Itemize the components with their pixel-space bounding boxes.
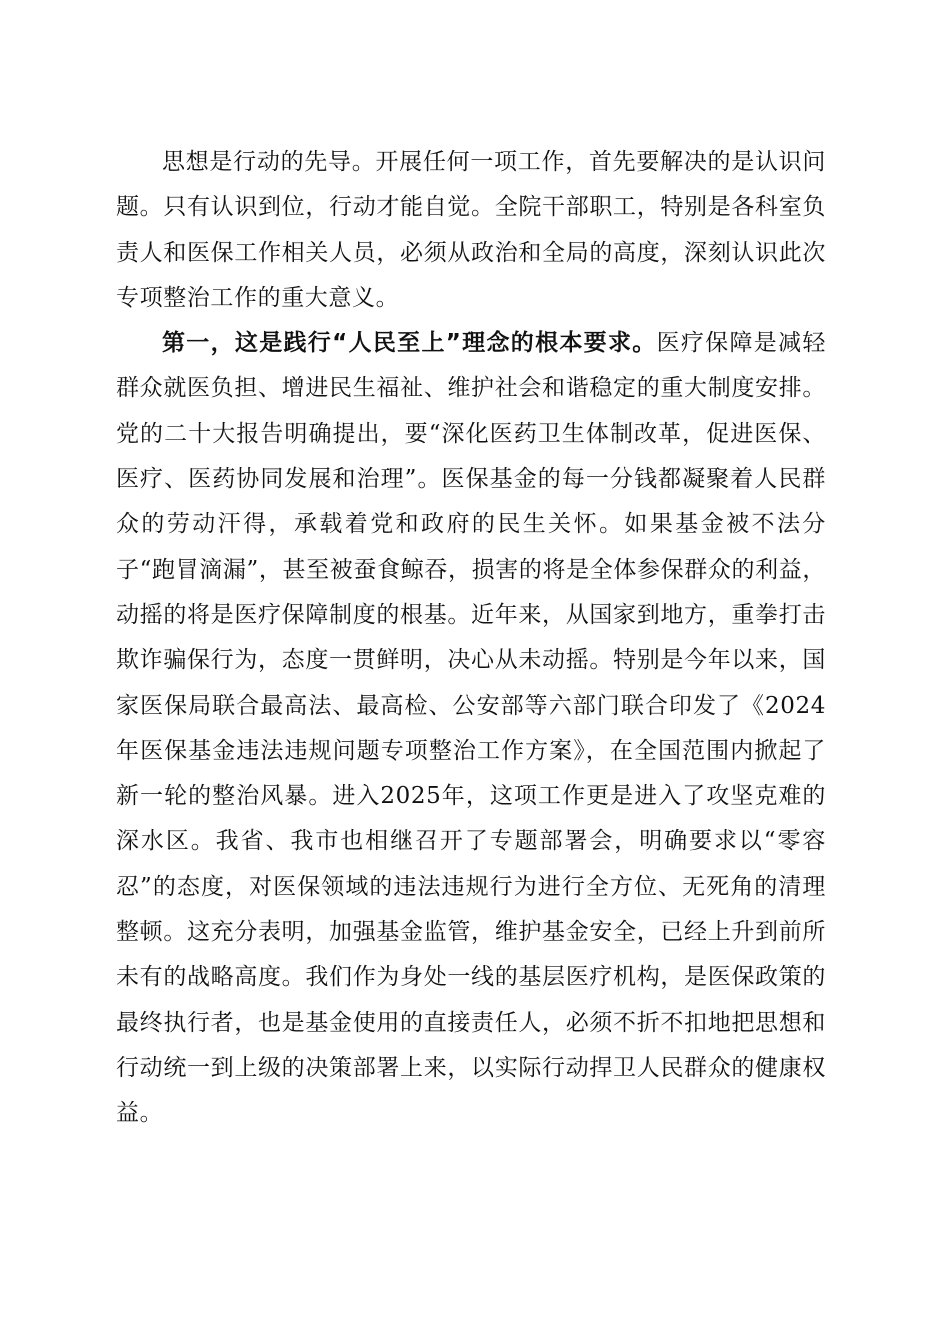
document-body xyxy=(116,140,826,1137)
paragraph-ideology-first xyxy=(116,140,826,321)
paragraph-lead-heading: 第一，这是践行“人民至上”理念的根本要求。 xyxy=(162,330,657,357)
paragraph-text: 思想是行动的先导。开展任何一项工作，首先要解决的是认识问题。只有认识到位，行动才能自觉。全院干部职工，特别是各科室负责人和医保工作相关人员，必须从政治和全局的高度，深刻认识此次专项整治工作的重大意义。 xyxy=(116,149,826,311)
paragraph-people-first xyxy=(116,321,826,1136)
paragraph-text: 医疗保障是减轻群众就医负担、增进民生福祉、维护社会和谐稳定的重大制度安排。党的二十大报告明确提出，要“深化医药卫生体制改革，促进医保、医疗、医药协同发展和治理”。医保基金的每一分钱都凝聚着人民群众的劳动汗得，承载着党和政府的民生关怀。如果基金被不法分子“跑冒滴漏”，甚至被蚕食鲸吞，损害的将是全体参保群众的利益，动摇的将是医疗保障制度的根基。近年来，从国家到地方，重拳打击欺诈骗保行为，态度一贯鲜明，决心从未动摇。特别是今年以来，国家医保局联合最高法、最高检、公安部等六部门联合印发了《2024年医保基金违法违规问题专项整治工作方案》，在全国范围内掀起了新一轮的整治风暴。进入2025年，这项工作更是进入了攻坚克难的深水区。我省、我市也相继召开了专题部署会，明确要求以“零容忍”的态度，对医保领域的违法违规行为进行全方位、无死角的清理整顿。这充分表明，加强基金监管，维护基金安全，已经上升到前所未有的战略高度。我们作为身处一线的基层医疗机构，是医保政策的最终执行者，也是基金使用的直接责任人，必须不折不扣地把思想和行动统一到上级的决策部署上来，以实际行动捍卫人民群众的健康权益。 xyxy=(116,330,826,1127)
